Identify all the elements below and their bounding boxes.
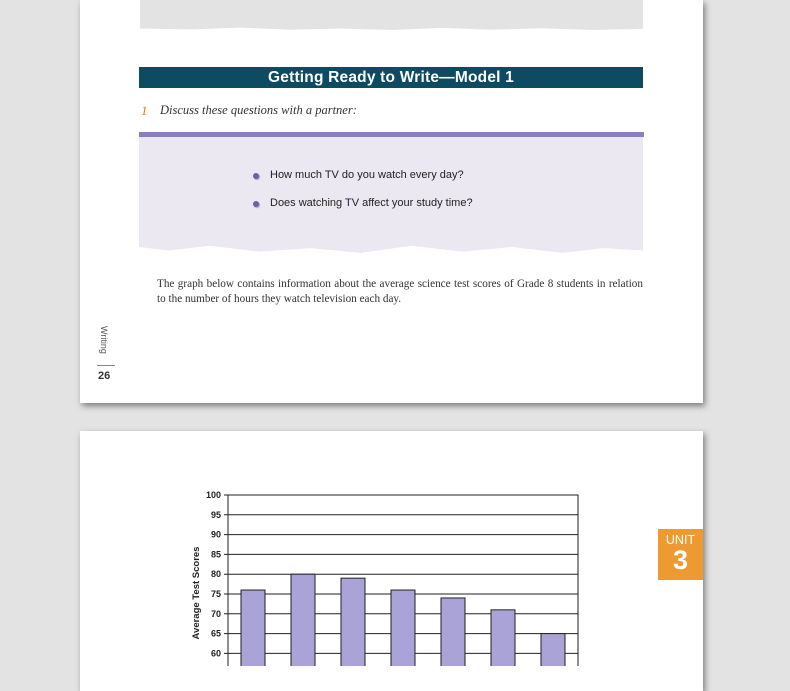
discussion-question-2: Does watching TV affect your study time? bbox=[270, 197, 473, 209]
y-tick-label: 90 bbox=[210, 529, 221, 540]
bullet-icon bbox=[253, 173, 259, 179]
y-tick-label: 70 bbox=[210, 608, 221, 619]
bar-chart bbox=[80, 431, 703, 666]
bullet-icon bbox=[253, 201, 259, 207]
section-side-label bbox=[97, 326, 111, 360]
bar-1 bbox=[241, 590, 265, 666]
y-axis-title: Average Test Scores bbox=[191, 546, 202, 640]
section-title: Getting Ready to Write—Model 1 bbox=[139, 67, 643, 88]
unit-tab-label: UNIT bbox=[665, 533, 696, 547]
y-tick-label: 60 bbox=[210, 648, 221, 659]
question-number: 1 bbox=[141, 103, 148, 118]
previous-section-torn-edge bbox=[140, 0, 643, 30]
discussion-question-1: How much TV do you watch every day? bbox=[270, 169, 464, 181]
note-box-top-border bbox=[139, 132, 644, 137]
bar-2 bbox=[291, 574, 315, 666]
y-tick-label: 80 bbox=[210, 569, 221, 580]
bar-5 bbox=[441, 598, 465, 666]
bar-3 bbox=[341, 578, 365, 666]
y-tick-label: 75 bbox=[210, 589, 221, 599]
bar-6 bbox=[491, 610, 515, 666]
page-number-rule bbox=[97, 365, 115, 366]
section-side-label-text: Writing bbox=[99, 326, 109, 354]
unit-tab[interactable] bbox=[658, 529, 703, 580]
page-26 bbox=[80, 0, 703, 403]
y-tick-label: 65 bbox=[210, 628, 221, 639]
y-tick-label: 95 bbox=[210, 509, 221, 520]
bar-4 bbox=[391, 590, 415, 666]
unit-tab-number: 3 bbox=[672, 545, 689, 575]
bar-7 bbox=[541, 634, 565, 666]
page-number: 26 bbox=[98, 370, 111, 382]
y-tick-label: 85 bbox=[210, 549, 221, 560]
page-27 bbox=[80, 431, 703, 691]
y-tick-label: 100 bbox=[205, 490, 221, 500]
instruction-text: Discuss these questions with a partner: bbox=[160, 103, 357, 117]
intro-paragraph: The graph below contains information about the average science test scores of Grade 8 students in relation to the number of hours they watch television each day. bbox=[157, 278, 643, 305]
discussion-questions-box bbox=[139, 137, 643, 254]
